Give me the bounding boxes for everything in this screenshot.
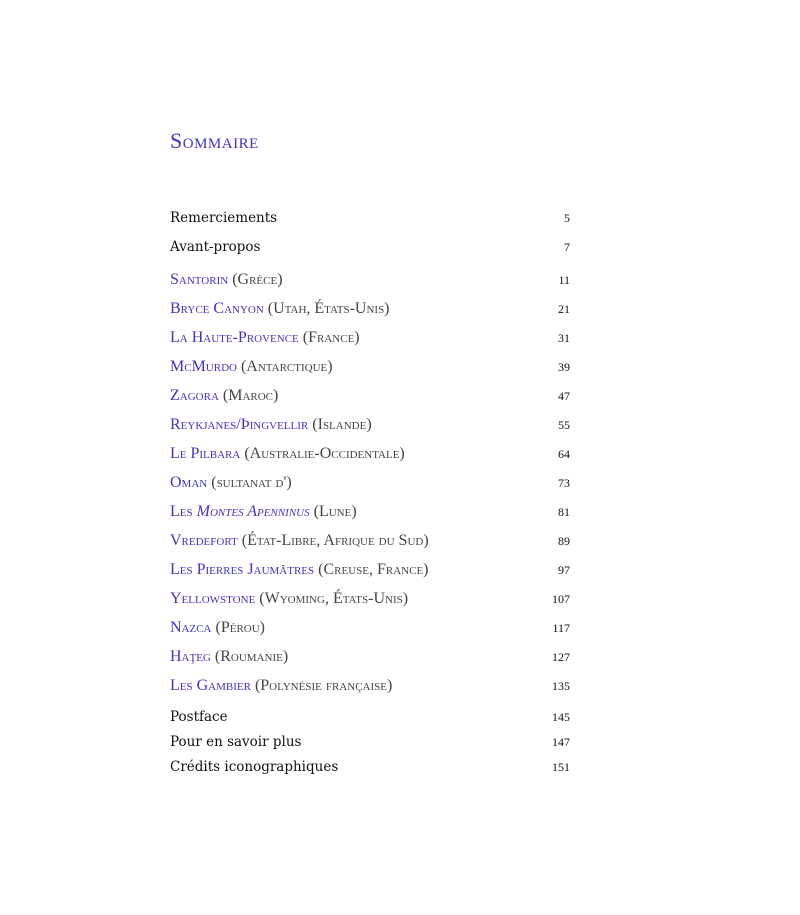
chapter-region: (Antarctique): [240, 358, 333, 375]
entry-title: Postface: [170, 709, 228, 725]
toc-chapter-gambier[interactable]: [170, 677, 570, 695]
chapter-region: (Utah, États-Unis): [267, 300, 390, 317]
page-number: 97: [558, 563, 570, 577]
page-number: 31: [558, 331, 570, 345]
chapter-region: (Australie-Occidentale): [244, 445, 405, 462]
entry-title: Remerciements: [170, 210, 278, 226]
toc-chapter-reykjanes[interactable]: [170, 416, 570, 434]
toc-chapter-pilbara[interactable]: [170, 445, 570, 463]
chapter-place: Haţeg: [170, 648, 211, 665]
toc-entry-pour-en-savoir-plus[interactable]: [170, 734, 570, 750]
chapter-region: (Maroc): [222, 387, 279, 404]
chapter-place: Bryce Canyon: [170, 300, 264, 317]
chapter-place: Zagora: [170, 387, 219, 404]
chapter-place-prefix: Les: [170, 503, 197, 520]
page-number: 64: [558, 447, 570, 461]
toc-chapter-vredefort[interactable]: [170, 532, 570, 550]
toc-chapter-santorin[interactable]: [170, 271, 570, 289]
toc-chapter-haute-provence[interactable]: [170, 329, 570, 347]
page-number: 117: [552, 621, 570, 635]
toc-entry-remerciements[interactable]: [170, 210, 570, 226]
page-number: 55: [558, 418, 570, 432]
chapter-region: (Wyoming, États-Unis): [259, 590, 409, 607]
chapter-place: Les Gambier: [170, 677, 251, 694]
chapter-region: (Roumanie): [214, 648, 289, 665]
chapter-region: (France): [302, 329, 360, 346]
page-number: 81: [558, 505, 570, 519]
toc-chapter-bryce-canyon[interactable]: [170, 300, 570, 318]
page-number: 151: [552, 760, 570, 774]
chapter-place: Reykjanes/Þingvellir: [170, 416, 309, 433]
page-number: 73: [558, 476, 570, 490]
page-number: 5: [564, 211, 570, 225]
toc-chapter-montes-apenninus[interactable]: [170, 503, 570, 521]
page-number: 145: [552, 710, 570, 724]
chapter-place: Santorin: [170, 271, 229, 288]
entry-title: Pour en savoir plus: [170, 734, 302, 750]
page-number: 21: [558, 302, 570, 316]
toc-chapter-pierres-jaumatres[interactable]: [170, 561, 570, 579]
chapter-place: Oman: [170, 474, 208, 491]
toc-chapter-hateg[interactable]: [170, 648, 570, 666]
entry-title: Crédits iconographiques: [170, 759, 339, 775]
page-title: Sommaire: [170, 128, 259, 153]
toc-chapter-mcmurdo[interactable]: [170, 358, 570, 376]
page-number: 127: [552, 650, 570, 664]
page-number: 147: [552, 735, 570, 749]
page-number: 39: [558, 360, 570, 374]
chapter-place: Yellowstone: [170, 590, 256, 607]
chapter-region: (État-Libre, Afrique du Sud): [241, 532, 429, 549]
page-number: 11: [558, 273, 570, 287]
toc-chapter-zagora[interactable]: [170, 387, 570, 405]
page-number: 89: [558, 534, 570, 548]
page-number: 47: [558, 389, 570, 403]
toc-entry-postface[interactable]: [170, 709, 570, 725]
chapter-region: (sultanat d'): [211, 474, 292, 491]
toc-entry-credits-iconographiques[interactable]: [170, 759, 570, 775]
chapter-place: Nazca: [170, 619, 212, 636]
toc-chapter-nazca[interactable]: [170, 619, 570, 637]
entry-title: Avant-propos: [170, 239, 261, 255]
chapter-place: McMurdo: [170, 358, 237, 375]
chapter-region: (Polynésie française): [254, 677, 393, 694]
chapter-place: Vredefort: [170, 532, 238, 549]
chapter-place: La Haute-Provence: [170, 329, 299, 346]
chapter-place: Les Pierres Jaumâtres: [170, 561, 315, 578]
page-number: 135: [552, 679, 570, 693]
page-number: 7: [564, 240, 570, 254]
toc-chapter-yellowstone[interactable]: [170, 590, 570, 608]
page-number: 107: [552, 592, 570, 606]
chapter-region: (Creuse, France): [318, 561, 429, 578]
chapter-region: (Grèce): [232, 271, 283, 288]
chapter-region: (Lune): [313, 503, 357, 520]
chapter-place-italic: Montes Apenninus: [196, 503, 310, 520]
chapter-region: (Islande): [312, 416, 372, 433]
chapter-region: (Pérou): [215, 619, 265, 636]
chapter-place: Le Pilbara: [170, 445, 241, 462]
toc-entry-avant-propos[interactable]: [170, 239, 570, 255]
toc-chapter-oman[interactable]: [170, 474, 570, 492]
